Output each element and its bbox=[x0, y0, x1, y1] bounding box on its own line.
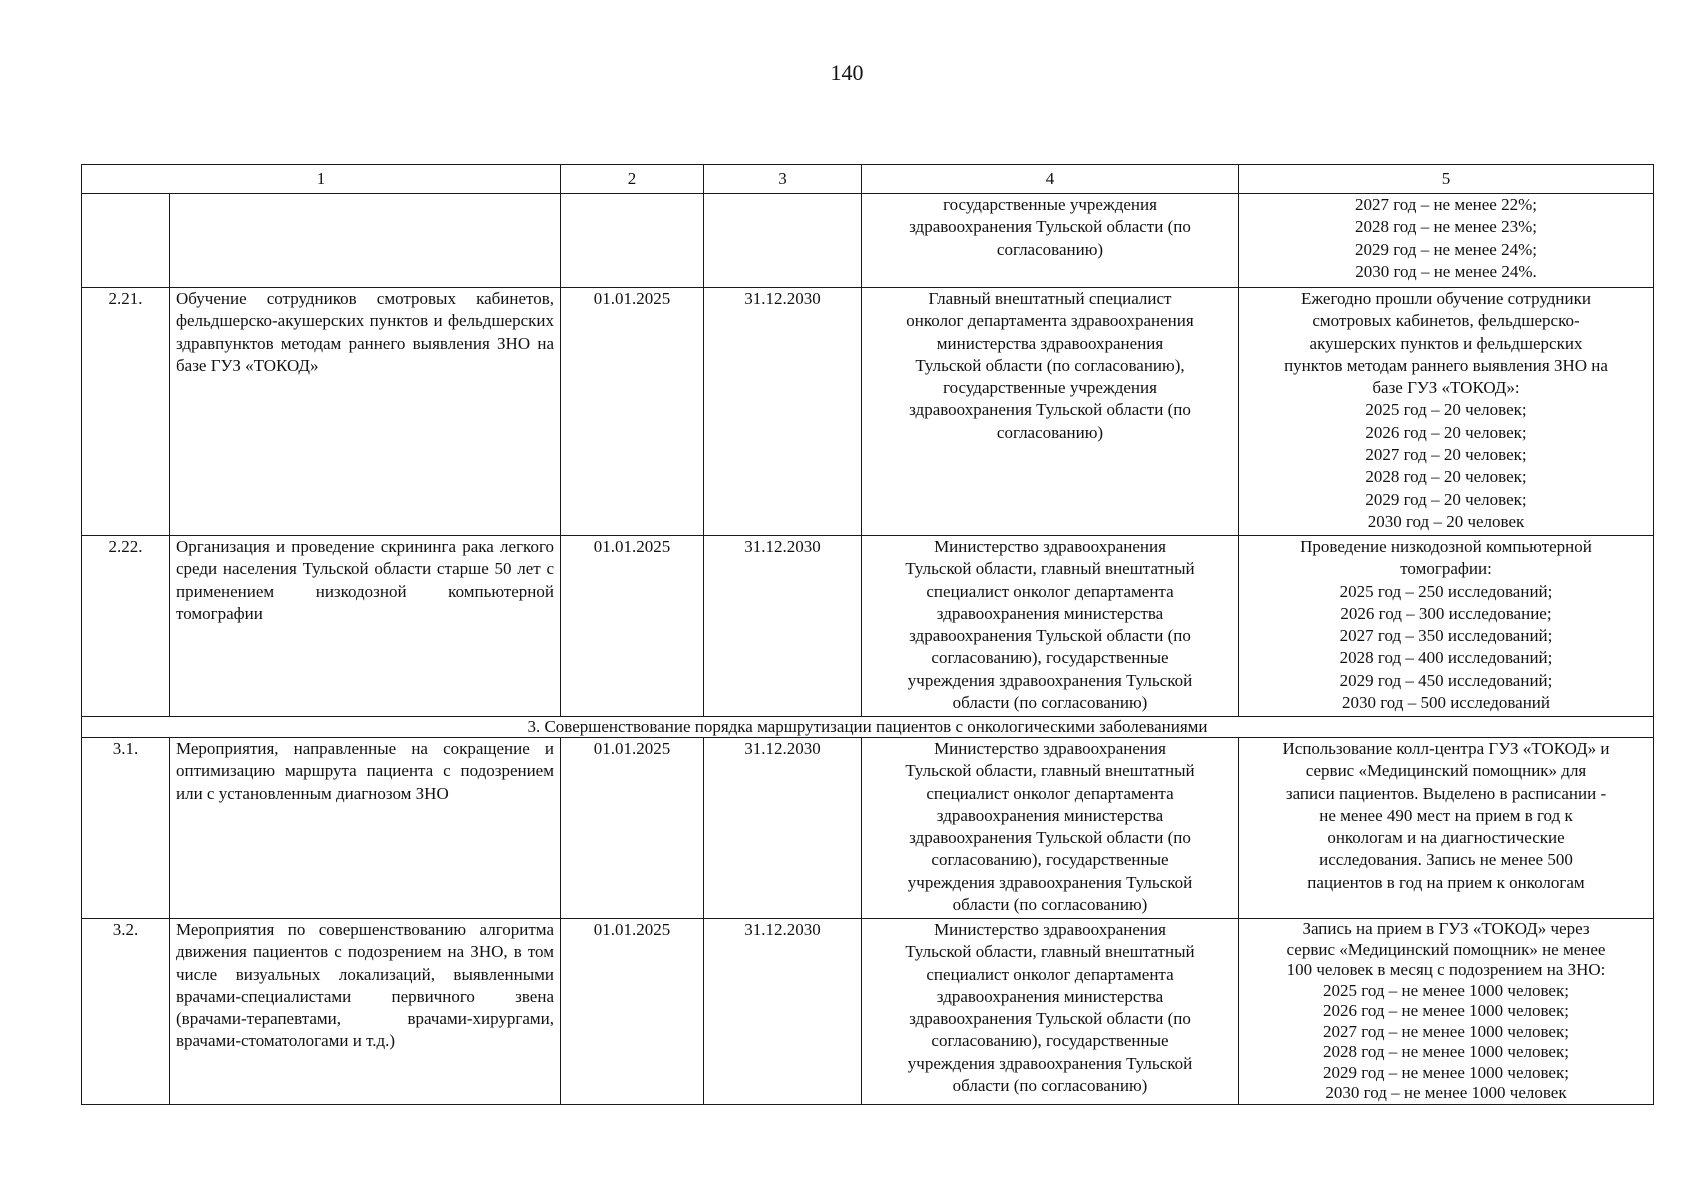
responsible-line: Тульской области (по согласованию), bbox=[915, 355, 1185, 375]
start-date bbox=[561, 194, 704, 288]
responsible-line: здравоохранения Тульской области (по bbox=[909, 626, 1191, 646]
result-line: 2027 год – 20 человек; bbox=[1365, 445, 1527, 465]
responsible-cell bbox=[862, 194, 1239, 288]
result-line: акушерских пунктов и фельдшерских bbox=[1309, 333, 1583, 353]
result-cell bbox=[1239, 919, 1654, 1105]
responsible-line: здравоохранения Тульской области (по bbox=[909, 828, 1191, 848]
row-number bbox=[82, 194, 170, 288]
section-title: 3. Совершенствование порядка маршрутизации пациентов с онкологическими заболеваниями bbox=[82, 717, 1654, 738]
result-line: 2029 год – 20 человек; bbox=[1365, 489, 1527, 509]
responsible-line: согласованию) bbox=[996, 422, 1104, 442]
result-line: записи пациентов. Выделено в расписании - bbox=[1285, 783, 1607, 803]
responsible-line: согласованию) bbox=[996, 239, 1104, 259]
start-date: 01.01.2025 bbox=[561, 919, 704, 1105]
result-line: 2027 год – не менее 1000 человек; bbox=[1323, 1021, 1569, 1041]
measure-name bbox=[170, 194, 561, 288]
result-line: онкологам и на диагностические bbox=[1327, 828, 1565, 848]
end-date: 31.12.2030 bbox=[704, 919, 862, 1105]
result-cell bbox=[1239, 288, 1654, 536]
table-row bbox=[82, 536, 1654, 717]
result-line: 2025 год – 250 исследований; bbox=[1339, 581, 1553, 601]
table-row bbox=[82, 738, 1654, 919]
responsible-cell bbox=[862, 738, 1239, 919]
responsible-line: здравоохранения министерства bbox=[936, 986, 1164, 1006]
end-date bbox=[704, 194, 862, 288]
result-line: сервис «Медицинский помощник» для bbox=[1305, 761, 1587, 781]
result-line: Проведение низкодозной компьютерной bbox=[1300, 537, 1592, 556]
responsible-line: согласованию), государственные bbox=[931, 850, 1169, 870]
responsible-line: согласованию), государственные bbox=[931, 1031, 1169, 1051]
result-line: 2030 год – не менее 1000 человек bbox=[1325, 1083, 1567, 1102]
start-date: 01.01.2025 bbox=[561, 738, 704, 919]
result-cell bbox=[1239, 536, 1654, 717]
responsible-cell bbox=[862, 919, 1239, 1105]
end-date: 31.12.2030 bbox=[704, 288, 862, 536]
responsible-line: учреждения здравоохранения Тульской bbox=[907, 1053, 1193, 1073]
result-line: 2029 год – не менее 1000 человек; bbox=[1323, 1062, 1569, 1082]
result-line: 2030 год – не менее 24%. bbox=[1355, 261, 1537, 281]
measure-name: Организация и проведение скрининга рака легкого среди населения Тульской области старше 50 лет с применением низкодозной компьютерной томографии bbox=[170, 536, 561, 717]
responsible-line: онколог департамента здравоохранения bbox=[906, 311, 1194, 331]
responsible-cell bbox=[862, 288, 1239, 536]
table-row bbox=[82, 919, 1654, 1105]
header-col-5: 5 bbox=[1239, 165, 1654, 194]
responsible-line: государственные учреждения bbox=[943, 378, 1157, 398]
page-number: 140 bbox=[830, 60, 864, 85]
end-date: 31.12.2030 bbox=[704, 738, 862, 919]
responsible-line: согласованию), государственные bbox=[931, 648, 1169, 668]
responsible-line: области (по согласованию) bbox=[952, 693, 1148, 713]
responsible-cell bbox=[862, 536, 1239, 717]
row-number: 3.2. bbox=[82, 919, 170, 1105]
end-date: 31.12.2030 bbox=[704, 536, 862, 717]
header-col-1: 1 bbox=[82, 165, 561, 194]
responsible-line: здравоохранения министерства bbox=[936, 603, 1164, 623]
result-line: сервис «Медицинский помощник» не менее bbox=[1286, 939, 1606, 959]
responsible-line: министерства здравоохранения bbox=[936, 333, 1164, 353]
result-line: 2028 год – 20 человек; bbox=[1365, 467, 1527, 487]
responsible-line: здравоохранения Тульской области (по bbox=[909, 217, 1191, 237]
measure-name: Обучение сотрудников смотровых кабинетов, фельдшерско-акушерских пунктов и фельдшерских здравпунктов методам раннего выявления ЗНО на базе ГУЗ «ТОКОД» bbox=[170, 288, 561, 536]
row-number: 3.1. bbox=[82, 738, 170, 919]
row-number: 2.21. bbox=[82, 288, 170, 536]
result-line: 2028 год – не менее 1000 человек; bbox=[1323, 1042, 1569, 1061]
continuation-row bbox=[82, 194, 1654, 288]
responsible-line: специалист онколог департамента bbox=[926, 783, 1174, 803]
result-line: 2026 год – не менее 1000 человек; bbox=[1323, 1001, 1569, 1020]
responsible-line: учреждения здравоохранения Тульской bbox=[907, 670, 1193, 690]
result-line: 2027 год – не менее 22%; bbox=[1355, 195, 1537, 214]
header-col-4: 4 bbox=[862, 165, 1239, 194]
result-line: 2026 год – 20 человек; bbox=[1365, 422, 1527, 442]
result-line: 2030 год – 20 человек bbox=[1367, 511, 1525, 531]
start-date: 01.01.2025 bbox=[561, 536, 704, 717]
result-line: пунктов методам раннего выявления ЗНО на bbox=[1284, 355, 1608, 375]
responsible-line: Министерство здравоохранения bbox=[934, 920, 1166, 939]
responsible-line: специалист онколог департамента bbox=[926, 581, 1174, 601]
responsible-line: Министерство здравоохранения bbox=[934, 739, 1166, 758]
result-line: не менее 490 мест на прием в год к bbox=[1319, 805, 1573, 825]
row-number: 2.22. bbox=[82, 536, 170, 717]
result-cell bbox=[1239, 738, 1654, 919]
responsible-line: государственные учреждения bbox=[943, 195, 1157, 214]
result-line: 2026 год – 300 исследование; bbox=[1340, 603, 1552, 623]
result-cell bbox=[1239, 194, 1654, 288]
header-col-2: 2 bbox=[561, 165, 704, 194]
result-line: томографии: bbox=[1400, 559, 1492, 579]
result-line: 2025 год – не менее 1000 человек; bbox=[1323, 980, 1569, 1000]
result-line: базе ГУЗ «ТОКОД»: bbox=[1372, 378, 1520, 398]
responsible-line: здравоохранения министерства bbox=[936, 805, 1164, 825]
result-line: 2029 год – не менее 24%; bbox=[1355, 239, 1537, 259]
measure-name: Мероприятия по совершенствованию алгоритма движения пациентов с подозрением на ЗНО, в том числе визуальных локализаций, выявленными врачами-специалистами первичного звена (врачами-терапевтами, врачами-хирургами, врачами-стоматологами и т.д.) bbox=[170, 919, 561, 1105]
responsible-line: Министерство здравоохранения bbox=[934, 537, 1166, 556]
result-line: 100 человек в месяц с подозрением на ЗНО: bbox=[1286, 960, 1606, 979]
start-date: 01.01.2025 bbox=[561, 288, 704, 536]
result-line: 2030 год – 500 исследований bbox=[1342, 693, 1550, 713]
responsible-line: Тульской области, главный внештатный bbox=[905, 761, 1195, 781]
responsible-line: Тульской области, главный внештатный bbox=[905, 559, 1195, 579]
table-row bbox=[82, 288, 1654, 536]
result-line: 2029 год – 450 исследований; bbox=[1339, 670, 1553, 690]
section-row bbox=[82, 717, 1654, 738]
measure-name: Мероприятия, направленные на сокращение и оптимизацию маршрута пациента с подозрением или с установленным диагнозом ЗНО bbox=[170, 738, 561, 919]
result-line: смотровых кабинетов, фельдшерско- bbox=[1312, 311, 1580, 331]
result-line: исследования. Запись не менее 500 bbox=[1319, 850, 1573, 870]
responsible-line: Тульской области, главный внештатный bbox=[905, 942, 1195, 962]
header-col-3: 3 bbox=[704, 165, 862, 194]
result-line: Запись на прием в ГУЗ «ТОКОД» через bbox=[1302, 919, 1590, 938]
result-line: 2028 год – не менее 23%; bbox=[1355, 217, 1537, 237]
header-row bbox=[82, 165, 1654, 194]
responsible-line: учреждения здравоохранения Тульской bbox=[907, 872, 1193, 892]
result-line: Ежегодно прошли обучение сотрудники bbox=[1301, 289, 1591, 308]
result-line: 2027 год – 350 исследований; bbox=[1339, 626, 1553, 646]
measures-table bbox=[81, 164, 1654, 1105]
result-line: 2025 год – 20 человек; bbox=[1365, 400, 1527, 420]
responsible-line: здравоохранения Тульской области (по bbox=[909, 1009, 1191, 1029]
responsible-line: Главный внештатный специалист bbox=[928, 289, 1172, 308]
responsible-line: здравоохранения Тульской области (по bbox=[909, 400, 1191, 420]
responsible-line: специалист онколог департамента bbox=[926, 964, 1174, 984]
result-line: Использование колл-центра ГУЗ «ТОКОД» и bbox=[1282, 739, 1610, 758]
result-line: пациентов в год на прием к онкологам bbox=[1307, 872, 1585, 892]
responsible-line: области (по согласованию) bbox=[952, 1076, 1148, 1096]
responsible-line: области (по согласованию) bbox=[952, 895, 1148, 915]
result-line: 2028 год – 400 исследований; bbox=[1339, 648, 1553, 668]
